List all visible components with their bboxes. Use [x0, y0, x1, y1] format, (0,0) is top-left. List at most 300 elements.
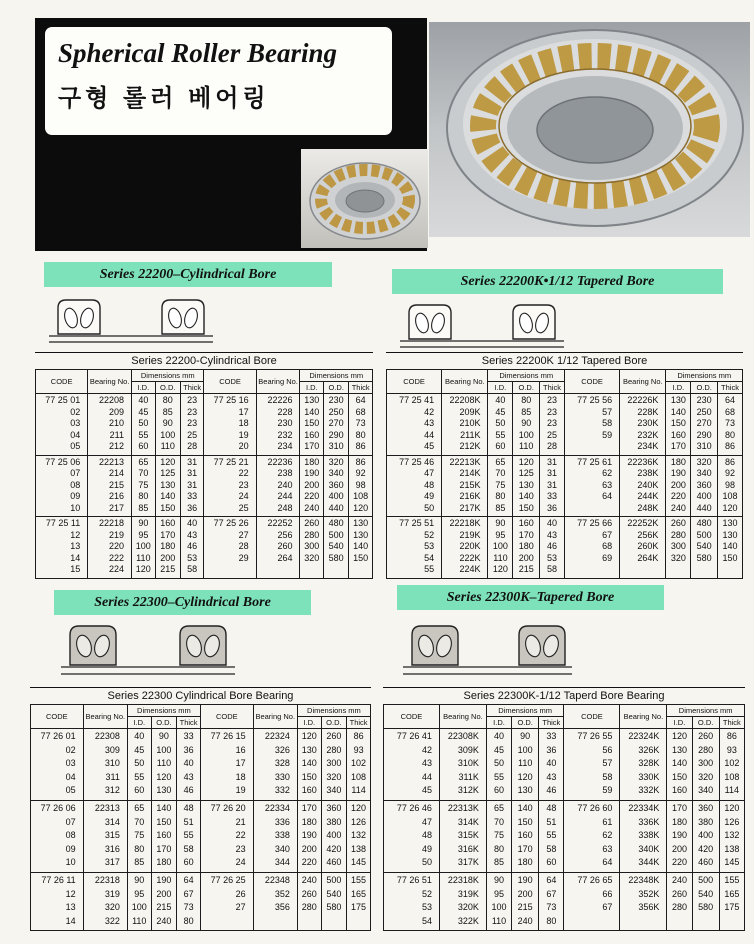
- thickness-value: 80: [725, 429, 736, 440]
- code-value: 23: [235, 843, 246, 854]
- thickness-cell: [719, 872, 744, 930]
- col-header-od: O.D.: [512, 717, 539, 729]
- code-value: 49: [421, 843, 432, 854]
- thickness-value: 132: [351, 830, 367, 841]
- col-header-thick: Thick: [540, 382, 565, 394]
- outer-diameter-value: 170: [156, 843, 172, 854]
- thickness-cell: [180, 455, 204, 517]
- outer-diameter-cell: [512, 872, 539, 930]
- inner-diameter-value: 260: [301, 888, 317, 899]
- code-value: 21: [235, 816, 246, 827]
- outer-diameter-value: 80: [162, 395, 173, 405]
- code-cell: [387, 455, 442, 517]
- inner-diameter-value: 100: [492, 541, 508, 551]
- bearing-no-value: 219K: [459, 529, 481, 540]
- thickness-cell: [177, 729, 201, 801]
- inner-diameter-value: 75: [138, 479, 149, 490]
- outer-diameter-value: 400: [328, 491, 344, 501]
- outer-diameter-cell: [692, 872, 719, 930]
- col-header-bearing-no: Bearing No.: [439, 705, 486, 729]
- bearing-no-value: 219: [109, 529, 125, 540]
- bearing-no-value: 224: [109, 564, 125, 574]
- code-value: 77 26 11: [41, 874, 76, 885]
- cross-section-diagram-22200k: [397, 297, 567, 360]
- outer-diameter-value: 130: [518, 479, 534, 490]
- page-title-english: Spherical Roller Bearing: [58, 38, 338, 68]
- code-value: 43: [424, 418, 435, 428]
- outer-diameter-value: 300: [326, 758, 342, 769]
- inner-diameter-cell: [666, 517, 691, 579]
- inner-diameter-value: 45: [494, 744, 505, 755]
- thickness-cell: [540, 517, 565, 579]
- col-header-id: I.D.: [486, 717, 511, 729]
- bearing-no-value: 352: [274, 888, 290, 899]
- bearing-no-value: 356: [274, 902, 290, 913]
- thickness-value: 43: [183, 771, 194, 782]
- code-value: 07: [70, 468, 81, 478]
- thickness-value: 175: [351, 902, 367, 913]
- outer-diameter-value: 360: [696, 479, 712, 490]
- col-header-bearing-no: Bearing No.: [620, 370, 666, 394]
- col-header-thick: Thick: [539, 717, 564, 729]
- inner-diameter-value: 200: [301, 843, 317, 854]
- inner-diameter-cell: [667, 872, 692, 930]
- bearing-no-value: 336: [274, 816, 290, 827]
- outer-diameter-value: 240: [517, 915, 533, 926]
- inner-diameter-value: 60: [134, 785, 145, 796]
- inner-diameter-value: 160: [670, 429, 686, 440]
- bearing-no-cell: [439, 872, 486, 930]
- thickness-value: 23: [187, 406, 198, 417]
- bearing-no-value: 222K: [459, 552, 481, 563]
- bearing-no-value: 344K: [638, 857, 660, 868]
- outer-diameter-value: 500: [328, 529, 344, 540]
- inner-diameter-cell: [300, 394, 324, 456]
- thickness-value: 93: [353, 744, 364, 755]
- outer-diameter-value: 170: [160, 529, 176, 540]
- code-value: 67: [602, 902, 613, 913]
- bearing-no-value: 22313K: [447, 802, 479, 813]
- code-value: 50: [421, 857, 432, 868]
- thickness-value: 175: [724, 902, 740, 913]
- thickness-value: 43: [187, 529, 198, 540]
- inner-diameter-value: 160: [301, 785, 317, 796]
- code-value: 77 26 01: [40, 731, 76, 741]
- bearing-no-value: 322K: [457, 915, 479, 926]
- thickness-value: 23: [187, 395, 198, 405]
- inner-diameter-value: 140: [304, 406, 320, 417]
- outer-diameter-cell: [155, 394, 180, 456]
- bearing-no-cell: [620, 394, 666, 456]
- code-cell: [387, 517, 442, 579]
- thickness-value: 150: [722, 552, 738, 563]
- code-value: 77 25 01: [45, 395, 81, 405]
- code-value: 53: [421, 902, 432, 913]
- code-cell: [564, 729, 620, 801]
- outer-diameter-value: 500: [696, 529, 712, 540]
- bearing-no-value: 317K: [457, 857, 479, 868]
- code-value: 77 25 61: [577, 456, 613, 467]
- bearing-no-value: 338K: [638, 830, 660, 841]
- bearing-no-cell: [442, 517, 488, 579]
- bearing-no-value: 22318: [94, 874, 120, 885]
- inner-diameter-value: 190: [301, 830, 317, 841]
- bearing-no-cell: [442, 455, 488, 517]
- outer-diameter-cell: [324, 394, 349, 456]
- bearing-no-cell: [83, 800, 127, 872]
- outer-diameter-value: 580: [696, 552, 712, 563]
- inner-diameter-value: 140: [671, 758, 687, 769]
- bearing-no-cell: [256, 455, 300, 517]
- code-value: 15: [70, 564, 81, 574]
- inner-diameter-value: 300: [670, 541, 686, 551]
- bearing-no-value: 220: [109, 541, 125, 551]
- inner-diameter-value: 110: [136, 552, 151, 563]
- inner-diameter-value: 320: [304, 552, 320, 563]
- banner-series-22300: Series 22300–Cylindrical Bore: [54, 590, 311, 615]
- outer-diameter-value: 440: [696, 502, 712, 513]
- bearing-no-value: 322: [104, 915, 120, 926]
- col-header-thick: Thick: [718, 382, 743, 394]
- outer-diameter-value: 320: [698, 771, 714, 782]
- code-cell: [31, 800, 84, 872]
- code-cell: [204, 517, 256, 579]
- cross-section-diagram-22300: [58, 618, 238, 687]
- bearing-no-cell: [439, 800, 486, 872]
- inner-diameter-value: 140: [670, 406, 686, 417]
- code-value: 10: [70, 502, 81, 513]
- code-value: 77 25 21: [213, 456, 249, 467]
- thickness-cell: [718, 517, 743, 579]
- outer-diameter-cell: [155, 455, 180, 517]
- code-value: 17: [235, 758, 246, 769]
- code-cell: [31, 872, 84, 930]
- outer-diameter-value: 125: [518, 468, 534, 478]
- inner-diameter-value: 65: [138, 456, 149, 467]
- outer-diameter-value: 580: [326, 902, 342, 913]
- table-block-row: [36, 517, 373, 579]
- code-cell: [200, 800, 253, 872]
- code-value: 16: [235, 744, 246, 755]
- outer-diameter-value: 150: [156, 816, 172, 827]
- inner-diameter-value: 240: [301, 874, 317, 885]
- code-cell: [36, 517, 88, 579]
- table-block-row: [384, 872, 745, 930]
- thickness-value: 114: [724, 785, 740, 796]
- inner-diameter-value: 90: [134, 874, 145, 885]
- outer-diameter-value: 90: [158, 731, 169, 741]
- inner-diameter-value: 240: [671, 874, 687, 885]
- thickness-value: 43: [546, 771, 557, 782]
- inner-diameter-value: 75: [134, 830, 145, 841]
- bearing-no-cell: [256, 517, 300, 579]
- outer-diameter-value: 480: [328, 518, 344, 528]
- code-cell: [564, 517, 619, 579]
- col-header-od: O.D.: [691, 382, 718, 394]
- col-header-id: I.D.: [300, 382, 324, 394]
- code-value: 18: [235, 771, 246, 782]
- outer-diameter-value: 215: [156, 902, 172, 913]
- inner-diameter-value: 170: [670, 441, 686, 451]
- bearing-no-value: 316: [104, 843, 120, 854]
- thickness-cell: [539, 872, 564, 930]
- inner-diameter-cell: [486, 729, 511, 801]
- code-value: 59: [602, 429, 613, 440]
- table-block-row: [387, 517, 743, 579]
- code-value: 12: [70, 529, 81, 540]
- outer-diameter-value: 380: [698, 816, 714, 827]
- outer-diameter-cell: [691, 455, 718, 517]
- thickness-value: 102: [724, 758, 740, 769]
- thickness-value: 86: [725, 441, 736, 451]
- outer-diameter-value: 170: [518, 529, 534, 540]
- inner-diameter-cell: [297, 729, 321, 801]
- inner-diameter-value: 120: [492, 564, 508, 574]
- outer-diameter-value: 540: [696, 541, 712, 551]
- bearing-no-value: 309: [104, 744, 120, 755]
- code-cell: [387, 394, 442, 456]
- thickness-value: 126: [724, 816, 740, 827]
- outer-diameter-value: 420: [326, 843, 342, 854]
- inner-diameter-value: 190: [304, 468, 320, 478]
- bearing-no-value: 217: [109, 502, 125, 513]
- outer-diameter-value: 150: [160, 502, 176, 513]
- code-value: 77 25 46: [399, 456, 435, 467]
- bearing-no-value: 22252K: [627, 518, 659, 528]
- inner-diameter-value: 110: [493, 552, 508, 563]
- bearing-no-value: 311K: [458, 771, 479, 782]
- code-cell: [200, 872, 253, 930]
- thickness-value: 58: [546, 843, 557, 854]
- code-value: 14: [65, 915, 76, 926]
- thickness-value: 165: [351, 888, 367, 899]
- code-value: 77 26 46: [396, 802, 432, 813]
- thickness-value: 108: [724, 771, 740, 782]
- code-value: 45: [424, 441, 435, 451]
- code-value: 45: [421, 785, 432, 796]
- bearing-no-value: 22324K: [628, 731, 660, 741]
- thickness-value: 64: [183, 874, 194, 885]
- inner-diameter-value: 110: [491, 915, 507, 926]
- thickness-value: 67: [183, 888, 194, 899]
- col-header-od: O.D.: [321, 717, 347, 729]
- inner-diameter-value: 190: [671, 830, 687, 841]
- outer-diameter-value: 270: [328, 418, 344, 428]
- outer-diameter-value: 90: [162, 418, 173, 428]
- inner-diameter-value: 40: [134, 731, 145, 741]
- thickness-value: 46: [183, 785, 194, 796]
- table-block-row: [31, 872, 371, 930]
- outer-diameter-value: 215: [517, 902, 533, 913]
- table-block-row: [31, 729, 371, 801]
- code-cell: [384, 729, 440, 801]
- outer-diameter-value: 250: [328, 406, 344, 417]
- thickness-value: 23: [547, 406, 558, 417]
- thickness-value: 155: [351, 874, 367, 885]
- col-header-id: I.D.: [297, 717, 321, 729]
- thickness-value: 31: [547, 456, 558, 467]
- data-table: [35, 369, 373, 579]
- thickness-cell: [540, 455, 565, 517]
- bearing-no-value: 22226: [267, 395, 293, 405]
- inner-diameter-value: 220: [304, 491, 320, 501]
- thickness-cell: [540, 394, 565, 456]
- table-block-row: [36, 394, 373, 456]
- bearing-no-value: 22213: [99, 456, 125, 467]
- outer-diameter-cell: [324, 455, 349, 517]
- bearing-no-value: 22313: [94, 802, 120, 813]
- bearing-photo-small: [301, 149, 428, 248]
- outer-diameter-value: 320: [326, 771, 342, 782]
- thickness-value: 64: [725, 395, 736, 405]
- code-cell: [36, 394, 88, 456]
- code-value: 77 25 56: [577, 395, 613, 405]
- data-table: [30, 704, 371, 931]
- thickness-value: 140: [722, 541, 738, 551]
- col-header-bearing-no: Bearing No.: [88, 370, 132, 394]
- outer-diameter-cell: [151, 872, 177, 930]
- col-header-dimensions: Dimensions mm: [666, 370, 743, 382]
- bearing-no-cell: [442, 394, 488, 456]
- inner-diameter-value: 130: [301, 744, 317, 755]
- bearing-no-value: 214K: [459, 468, 481, 478]
- thickness-value: 53: [547, 552, 558, 563]
- bearing-no-value: 326K: [638, 744, 660, 755]
- inner-diameter-value: 260: [671, 888, 687, 899]
- banner-series-22200: Series 22200–Cylindrical Bore: [44, 262, 332, 287]
- thickness-value: 40: [547, 518, 558, 528]
- bearing-no-value: 228: [277, 406, 293, 417]
- outer-diameter-value: 100: [160, 429, 176, 440]
- thickness-cell: [349, 394, 373, 456]
- thickness-value: 86: [726, 731, 737, 741]
- bearing-no-value: 320: [104, 902, 120, 913]
- outer-diameter-cell: [321, 729, 347, 801]
- thickness-value: 73: [355, 418, 366, 428]
- bearing-no-value: 240K: [637, 479, 659, 490]
- code-value: 17: [238, 406, 249, 417]
- col-header-dimensions: Dimensions mm: [486, 705, 564, 717]
- thickness-value: 86: [355, 456, 366, 467]
- thickness-value: 80: [183, 915, 194, 926]
- thickness-value: 33: [187, 491, 198, 501]
- bearing-no-value: 260: [277, 541, 293, 551]
- outer-diameter-value: 340: [696, 468, 712, 478]
- outer-diameter-value: 130: [517, 785, 533, 796]
- outer-diameter-value: 440: [328, 502, 344, 513]
- code-value: 09: [70, 491, 81, 501]
- bearing-no-value: 238: [277, 468, 293, 478]
- thickness-value: 64: [355, 395, 366, 405]
- code-value: 26: [235, 888, 246, 899]
- inner-diameter-value: 95: [494, 888, 505, 899]
- col-header-bearing-no: Bearing No.: [256, 370, 300, 394]
- bearing-no-value: 22208: [99, 395, 125, 405]
- thickness-value: 108: [351, 771, 367, 782]
- table-block-row: [31, 800, 371, 872]
- code-value: 63: [602, 843, 613, 854]
- thickness-value: 48: [183, 802, 194, 813]
- thickness-value: 120: [722, 502, 738, 513]
- bearing-no-value: 228K: [637, 406, 659, 417]
- thickness-value: 51: [546, 816, 557, 827]
- bearing-no-cell: [253, 729, 297, 801]
- inner-diameter-value: 60: [138, 441, 149, 451]
- code-value: 77 26 06: [40, 802, 76, 813]
- code-cell: [36, 455, 88, 517]
- table-block-row: [387, 455, 743, 517]
- thickness-value: 31: [547, 468, 558, 478]
- bearing-no-value: 22236K: [627, 456, 659, 467]
- bearing-no-value: 212K: [459, 441, 481, 451]
- outer-diameter-cell: [155, 517, 180, 579]
- code-value: 64: [602, 491, 613, 501]
- inner-diameter-value: 200: [304, 479, 320, 490]
- inner-diameter-value: 180: [670, 456, 686, 467]
- bearing-no-value: 209: [109, 406, 125, 417]
- code-value: 02: [70, 406, 81, 417]
- code-value: 05: [70, 441, 81, 451]
- table-series-22200: [35, 352, 373, 579]
- cross-section-diagram-22200: [46, 292, 216, 355]
- thickness-cell: [539, 800, 564, 872]
- bearing-no-value: 210: [109, 418, 125, 428]
- thickness-value: 48: [546, 802, 557, 813]
- outer-diameter-value: 340: [698, 785, 714, 796]
- code-value: 29: [238, 552, 249, 563]
- thickness-value: 155: [724, 874, 740, 885]
- bearing-no-value: 232K: [637, 429, 659, 440]
- outer-diameter-value: 540: [698, 888, 714, 899]
- data-table: [386, 369, 743, 579]
- inner-diameter-cell: [488, 517, 513, 579]
- bearing-no-value: 238K: [637, 468, 659, 478]
- table-series-22300: [30, 687, 371, 931]
- col-header-bearing-no: Bearing No.: [442, 370, 488, 394]
- outer-diameter-value: 320: [696, 456, 712, 467]
- code-value: 44: [424, 429, 435, 440]
- inner-diameter-cell: [488, 455, 513, 517]
- inner-diameter-cell: [486, 800, 511, 872]
- table-block-row: [387, 394, 743, 456]
- code-value: 55: [424, 564, 435, 574]
- outer-diameter-value: 150: [517, 816, 533, 827]
- inner-diameter-cell: [132, 394, 156, 456]
- bearing-no-value: 310: [104, 758, 120, 769]
- bearing-no-value: 234K: [637, 441, 659, 451]
- thickness-cell: [347, 800, 371, 872]
- code-value: 52: [424, 529, 435, 540]
- bearing-no-value: 232: [277, 429, 293, 440]
- thickness-value: 130: [722, 529, 738, 540]
- inner-diameter-value: 320: [670, 552, 686, 563]
- col-header-id: I.D.: [488, 382, 513, 394]
- thickness-value: 23: [187, 418, 198, 428]
- code-value: 59: [602, 785, 613, 796]
- code-value: 09: [65, 843, 76, 854]
- inner-diameter-value: 150: [670, 418, 686, 428]
- bearing-no-value: 22218K: [449, 518, 481, 528]
- bearing-no-value: 312: [104, 785, 120, 796]
- code-value: 77 25 66: [577, 518, 613, 528]
- code-value: 08: [65, 830, 76, 841]
- bearing-no-value: 319K: [457, 888, 479, 899]
- code-value: 22: [235, 830, 246, 841]
- inner-diameter-value: 180: [301, 816, 317, 827]
- inner-diameter-value: 220: [301, 857, 317, 868]
- bearing-no-value: 214: [109, 468, 125, 478]
- code-value: 18: [238, 418, 249, 428]
